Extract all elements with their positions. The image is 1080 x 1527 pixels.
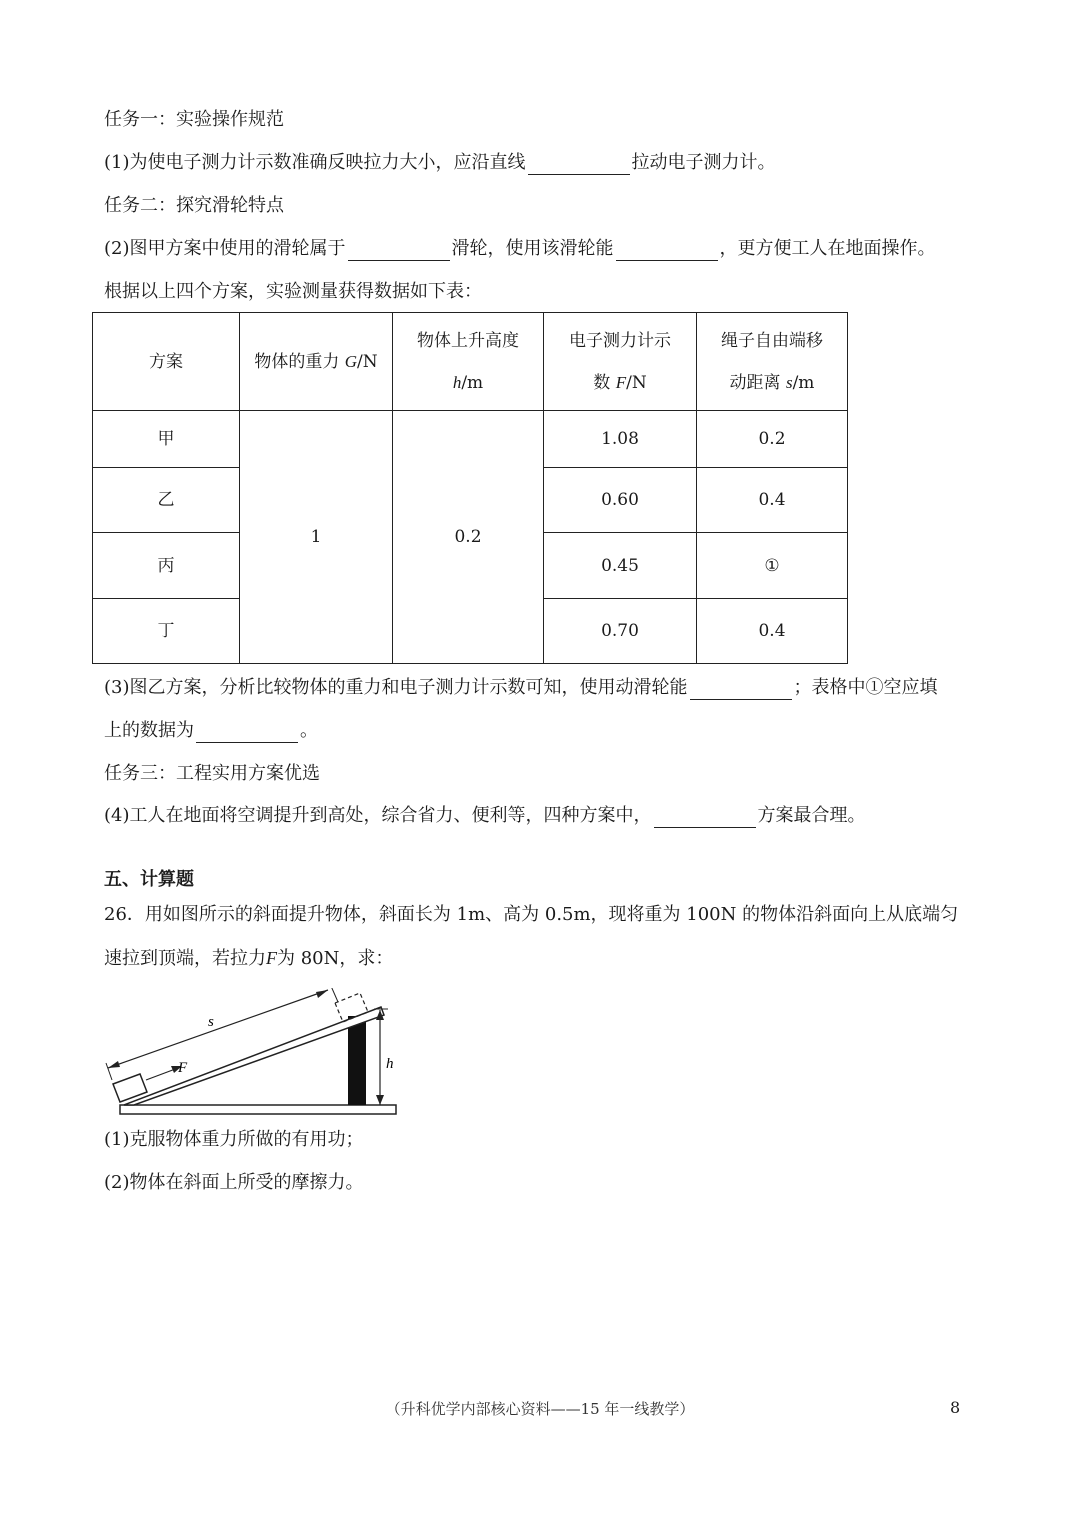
question-26-line1: 26．用如图所示的斜面提升物体，斜面长为 1m、高为 0.5m，现将重为 100N 的物体沿斜面向上从底端匀 bbox=[104, 904, 959, 925]
table-header-row bbox=[93, 313, 848, 411]
cell-distance: 0.4 bbox=[697, 468, 848, 533]
cell-distance: ① bbox=[697, 533, 848, 599]
cell-plan: 乙 bbox=[93, 468, 240, 533]
q3-part1: (3)图乙方案，分析比较物体的重力和电子测力计示数可知，使用动滑轮能 bbox=[104, 677, 688, 698]
s-arrow-head-right bbox=[316, 990, 328, 998]
cell-force: 0.60 bbox=[544, 468, 697, 533]
q3-part2: ；表格中①空应填 bbox=[793, 677, 938, 698]
task2-title: 任务二：探究滑轮特点 bbox=[104, 195, 284, 216]
table-row bbox=[93, 411, 848, 468]
question-2 bbox=[104, 237, 936, 261]
cell-height: 0.2 bbox=[393, 411, 544, 664]
incline-figure bbox=[98, 988, 408, 1118]
q3-blank-2[interactable] bbox=[196, 724, 298, 743]
page-number: 8 bbox=[950, 1398, 961, 1417]
s-label: s bbox=[208, 1014, 214, 1030]
incline-base bbox=[120, 1105, 396, 1114]
q2-blank-1[interactable] bbox=[348, 242, 450, 261]
q1-text-before: (1)为使电子测力计示数准确反映拉力大小，应沿直线 bbox=[104, 152, 526, 173]
q3-blank-1[interactable] bbox=[690, 681, 792, 700]
s-tick-right bbox=[331, 988, 338, 1002]
h-arrow-head-bottom bbox=[376, 1095, 384, 1105]
page-footer: （升科优学内部核心资料——15 年一线教学） bbox=[385, 1400, 695, 1418]
q4-text-before: (4)工人在地面将空调提升到高处，综合省力、便利等，四种方案中， bbox=[104, 805, 652, 826]
q1-blank[interactable] bbox=[528, 156, 630, 175]
f-label: F bbox=[178, 1060, 188, 1076]
question-1 bbox=[104, 151, 776, 175]
section-5-title: 五、计算题 bbox=[104, 869, 194, 890]
question-4 bbox=[104, 804, 866, 828]
cell-plan: 丙 bbox=[93, 533, 240, 599]
data-table bbox=[92, 312, 848, 664]
question-3-line2 bbox=[104, 719, 318, 743]
cell-force: 0.45 bbox=[544, 533, 697, 599]
s-arrow-line bbox=[108, 990, 328, 1068]
q4-text-after: 方案最合理。 bbox=[757, 805, 866, 826]
cell-distance: 0.4 bbox=[697, 599, 848, 664]
q2-part1: (2)图甲方案中使用的滑轮属于 bbox=[104, 238, 346, 259]
h-label: h bbox=[386, 1056, 394, 1072]
sub-question-1: (1)克服物体重力所做的有用功； bbox=[104, 1129, 364, 1150]
header-plan: 方案 bbox=[93, 313, 240, 411]
table-intro: 根据以上四个方案，实验测量获得数据如下表： bbox=[104, 281, 482, 302]
cell-weight: 1 bbox=[240, 411, 393, 664]
incline-support bbox=[348, 1016, 366, 1105]
q3-part3: 上的数据为 bbox=[104, 720, 194, 741]
question-3-line1 bbox=[104, 676, 938, 700]
header-weight: 物体的重力 G/N bbox=[240, 313, 393, 411]
cell-plan: 丁 bbox=[93, 599, 240, 664]
s-arrow-head-left bbox=[108, 1061, 120, 1068]
q2-part3: ，更方便工人在地面操作。 bbox=[719, 238, 936, 259]
cell-force: 1.08 bbox=[544, 411, 697, 468]
q4-blank[interactable] bbox=[654, 809, 756, 828]
task3-title: 任务三：工程实用方案优选 bbox=[104, 763, 320, 784]
sub-question-2: (2)物体在斜面上所受的摩擦力。 bbox=[104, 1172, 364, 1193]
header-distance: 绳子自由端移 动距离 s/m bbox=[697, 313, 848, 411]
q3-part4: 。 bbox=[300, 720, 318, 741]
s-tick-left bbox=[106, 1063, 112, 1080]
q1-text-after: 拉动电子测力计。 bbox=[631, 152, 776, 173]
cell-distance: 0.2 bbox=[697, 411, 848, 468]
cell-force: 0.70 bbox=[544, 599, 697, 664]
q2-part2: 滑轮，使用该滑轮能 bbox=[451, 238, 614, 259]
cell-plan: 甲 bbox=[93, 411, 240, 468]
question-26-line2: 速拉到顶端，若拉力F为 80N，求： bbox=[104, 948, 394, 969]
header-force: 电子测力计示 数 F/N bbox=[544, 313, 697, 411]
task1-title: 任务一：实验操作规范 bbox=[104, 109, 284, 130]
header-height: 物体上升高度 h/m bbox=[393, 313, 544, 411]
q2-blank-2[interactable] bbox=[616, 242, 718, 261]
